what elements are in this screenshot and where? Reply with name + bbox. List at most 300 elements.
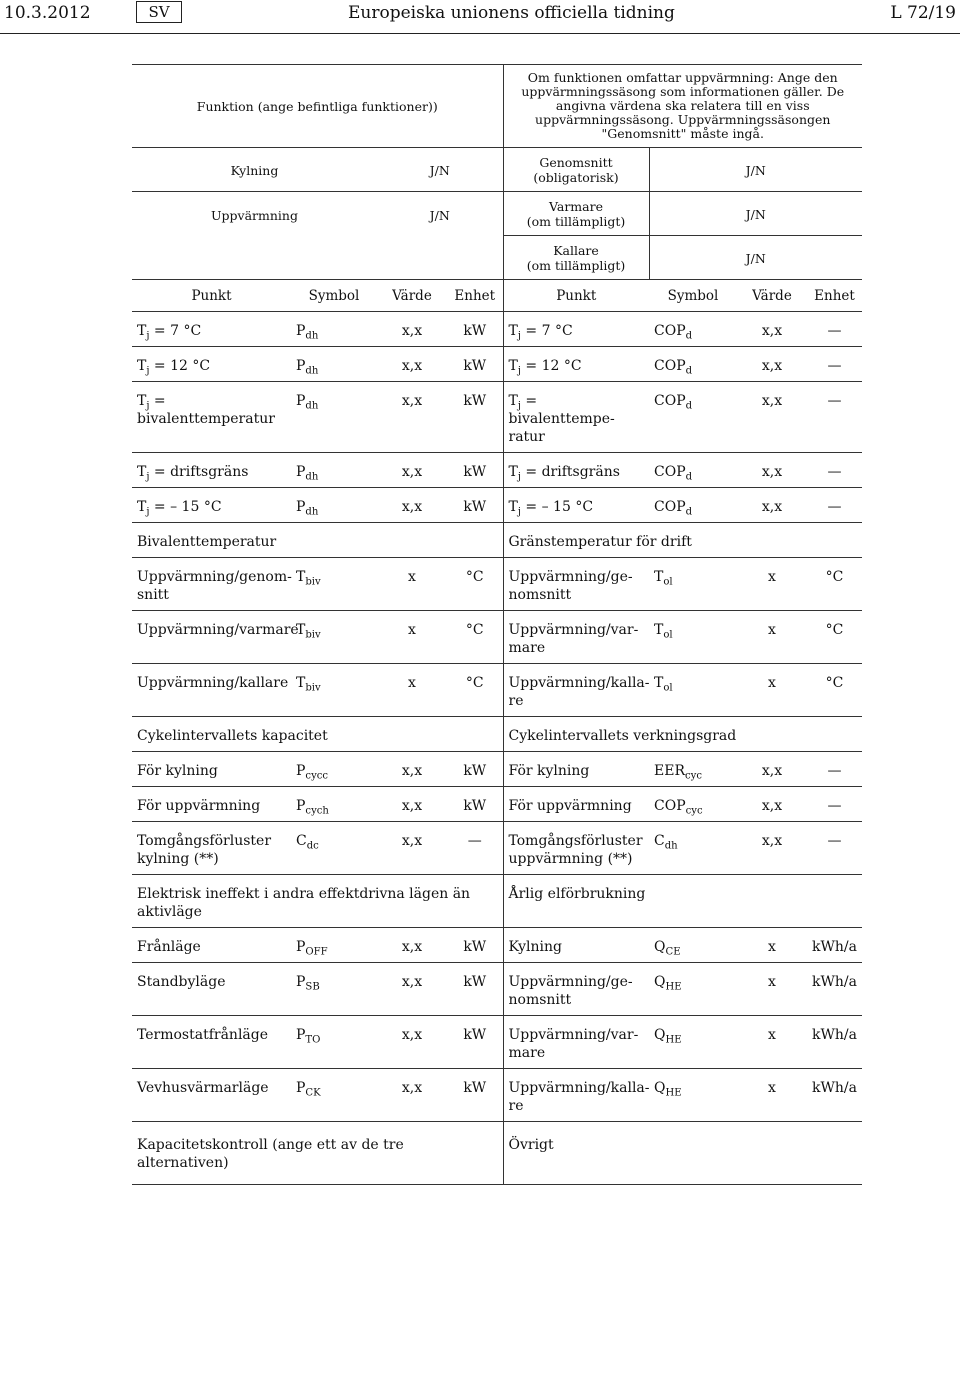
other-label: Övrigt <box>503 1122 862 1185</box>
symbol-cell <box>649 1016 737 1069</box>
symbol-subscript: HE <box>665 981 682 993</box>
point-label-text: = 12 °C <box>520 358 582 374</box>
symbol <box>296 393 319 412</box>
point-label: Uppvärmning/genomsnitt <box>508 974 633 1008</box>
point-cell <box>503 928 649 963</box>
symbol-subscript: TO <box>305 1034 321 1046</box>
column-header: Punkt <box>503 280 649 312</box>
unit-cell: kW <box>447 928 503 963</box>
point-label-subscript: j <box>517 506 521 518</box>
value-cell: x,x <box>377 787 447 822</box>
symbol-letter: P <box>296 1080 306 1096</box>
point-label <box>508 464 620 483</box>
symbol <box>654 974 682 993</box>
unit-cell: kWh/a <box>807 1069 862 1122</box>
symbol-cell <box>649 312 737 347</box>
point-label: För kylning <box>508 763 590 779</box>
capacity-control-label: Kapacitetskontroll (ange ett av de tre alternativen) <box>132 1122 503 1185</box>
heating-value: J/N <box>377 192 503 280</box>
value-cell: x,x <box>737 312 807 347</box>
section-title: Gränstemperatur för drift <box>503 523 862 558</box>
column-header: Symbol <box>291 280 377 312</box>
unit-cell: — <box>807 312 862 347</box>
value-cell: x,x <box>737 453 807 488</box>
symbol-letter: T <box>296 675 306 691</box>
symbol <box>296 358 319 377</box>
symbol-subscript: d <box>685 471 693 483</box>
symbol-letter: P <box>296 499 306 515</box>
symbol-subscript: dc <box>306 840 319 852</box>
point-cell <box>503 558 649 611</box>
value-cell: x <box>737 664 807 717</box>
point-label-letter: T <box>508 323 518 339</box>
symbol-cell <box>291 664 377 717</box>
table-row <box>132 1016 862 1069</box>
unit-cell: — <box>807 382 862 453</box>
point-cell <box>132 1016 291 1069</box>
season-cell: Genomsnitt (obligatorisk) <box>503 148 649 192</box>
unit-cell: kW <box>447 752 503 787</box>
point-cell <box>132 1069 291 1122</box>
symbol <box>654 833 678 852</box>
point-label-subscript: j <box>146 471 150 483</box>
point-label-letter: T <box>137 358 147 374</box>
language-badge: SV <box>136 1 182 23</box>
table-row <box>132 611 862 664</box>
unit-cell: kW <box>447 1069 503 1122</box>
symbol-cell <box>649 787 737 822</box>
symbol-letter: P <box>296 798 306 814</box>
symbol-letter: EER <box>654 763 685 779</box>
symbol <box>654 939 681 958</box>
symbol <box>296 569 321 588</box>
symbol-cell <box>649 963 737 1016</box>
symbol-cell <box>291 347 377 382</box>
point-cell <box>503 347 649 382</box>
point-cell <box>132 558 291 611</box>
unit-cell: — <box>807 752 862 787</box>
symbol-cell <box>649 928 737 963</box>
power-section-title-row <box>132 875 862 928</box>
symbol-cell <box>291 963 377 1016</box>
point-cell <box>503 963 649 1016</box>
value-cell: x <box>737 1069 807 1122</box>
unit-cell: kW <box>447 453 503 488</box>
unit-cell: — <box>807 453 862 488</box>
point-label <box>137 323 202 342</box>
symbol <box>654 464 693 483</box>
symbol-letter: Q <box>654 1027 666 1043</box>
symbol-subscript: cycc <box>305 770 329 782</box>
table-row <box>132 347 862 382</box>
value-cell: x <box>737 928 807 963</box>
value-cell: x,x <box>377 963 447 1016</box>
unit-cell: kW <box>447 787 503 822</box>
information-requirements-table <box>132 64 862 1185</box>
point-label: Uppvärmning/varmare <box>137 622 299 638</box>
value-cell: x,x <box>737 752 807 787</box>
point-label-subscript: j <box>517 365 521 377</box>
symbol <box>296 763 329 782</box>
symbol-subscript: ol <box>663 576 673 588</box>
symbol <box>654 569 673 588</box>
symbol-letter: T <box>654 675 664 691</box>
point-cell <box>132 963 291 1016</box>
symbol-letter: Q <box>654 974 666 990</box>
point-cell <box>503 822 649 875</box>
point-label: Uppvärmning/kallare <box>508 675 650 709</box>
symbol-cell <box>291 382 377 453</box>
point-cell <box>132 664 291 717</box>
point-label-text: = 7 °C <box>520 323 573 339</box>
column-header: Enhet <box>447 280 503 312</box>
point-label: Kylning <box>508 939 562 955</box>
symbol-cell <box>649 1069 737 1122</box>
symbol-letter: P <box>296 358 306 374</box>
table-row <box>132 963 862 1016</box>
unit-cell: kWh/a <box>807 1016 862 1069</box>
symbol-cell <box>291 312 377 347</box>
symbol-subscript: CE <box>665 946 681 958</box>
point-label <box>137 499 222 518</box>
column-header: Symbol <box>649 280 737 312</box>
table-row <box>132 822 862 875</box>
symbol-letter: T <box>654 622 664 638</box>
point-label <box>137 393 275 427</box>
point-label <box>509 393 615 445</box>
symbol-cell <box>649 664 737 717</box>
season-value: J/N <box>649 192 862 236</box>
point-label-text: = bivalenttemperatur <box>137 393 275 427</box>
table-row <box>132 312 862 347</box>
symbol-cell <box>291 787 377 822</box>
symbol <box>654 499 693 518</box>
point-cell <box>503 312 649 347</box>
point-cell <box>503 1016 649 1069</box>
function-row <box>132 65 862 148</box>
point-label-text: = – 15 °C <box>520 499 594 515</box>
symbol-subscript: dh <box>305 400 319 412</box>
point-label: Tomgångsförluster uppvärmning (**) <box>508 833 643 867</box>
value-cell: x <box>377 611 447 664</box>
symbol-cell <box>291 822 377 875</box>
point-label-letter: T <box>137 323 147 339</box>
symbol <box>654 358 693 377</box>
symbol-subscript: d <box>685 400 693 412</box>
point-label <box>137 464 249 483</box>
section-title: Cykelintervallets verkningsgrad <box>503 717 862 752</box>
point-label-letter: T <box>137 499 147 515</box>
symbol-subscript: dh <box>664 840 678 852</box>
symbol-subscript: d <box>685 506 693 518</box>
point-label: Uppvärmning/kallare <box>137 675 289 691</box>
symbol-letter: P <box>296 464 306 480</box>
value-cell: x <box>737 963 807 1016</box>
unit-cell: °C <box>447 558 503 611</box>
symbol <box>296 833 319 852</box>
value-cell: x,x <box>737 787 807 822</box>
table-row <box>132 558 862 611</box>
footer-row <box>132 1122 862 1185</box>
point-label: Uppvärmning/genomsnitt <box>137 569 292 603</box>
page-header <box>0 0 960 34</box>
point-label <box>137 358 211 377</box>
symbol-cell <box>291 1016 377 1069</box>
symbol-subscript: dh <box>305 506 319 518</box>
point-label: För uppvärmning <box>137 798 261 814</box>
point-cell <box>132 488 291 523</box>
symbol-cell <box>649 488 737 523</box>
symbol <box>654 763 702 782</box>
symbol-letter: C <box>296 833 307 849</box>
column-header: Punkt <box>132 280 291 312</box>
point-label-letter: T <box>508 499 518 515</box>
symbol-cell <box>291 488 377 523</box>
point-label-text: = 7 °C <box>149 323 202 339</box>
value-cell: x,x <box>377 928 447 963</box>
point-label-letter: T <box>508 358 518 374</box>
table-row <box>132 1069 862 1122</box>
value-cell: x <box>737 558 807 611</box>
point-cell <box>132 312 291 347</box>
point-label-subscript: j <box>146 365 150 377</box>
unit-cell: — <box>807 488 862 523</box>
symbol-subscript: biv <box>305 576 321 588</box>
symbol <box>654 622 673 641</box>
point-cell <box>503 382 649 453</box>
point-label: Standbyläge <box>137 974 226 990</box>
symbol-subscript: d <box>685 330 693 342</box>
symbol-letter: COP <box>654 464 686 480</box>
point-cell <box>503 488 649 523</box>
column-header: Värde <box>377 280 447 312</box>
unit-cell: kWh/a <box>807 963 862 1016</box>
symbol <box>296 798 329 817</box>
point-label-subscript: j <box>517 400 521 412</box>
symbol-subscript: biv <box>305 682 321 694</box>
point-label <box>508 358 582 377</box>
column-header: Enhet <box>807 280 862 312</box>
unit-cell: °C <box>447 611 503 664</box>
point-label-letter: T <box>508 464 518 480</box>
value-cell: x,x <box>377 822 447 875</box>
value-cell: x,x <box>737 488 807 523</box>
point-cell <box>503 1069 649 1122</box>
symbol-subscript: CK <box>305 1087 321 1099</box>
section-title: Elektrisk ineffekt i andra effektdrivna lägen än aktivläge <box>132 875 503 928</box>
symbol-subscript: d <box>685 365 693 377</box>
symbol-cell <box>291 928 377 963</box>
value-cell: x,x <box>377 453 447 488</box>
table-row <box>132 382 862 453</box>
symbol-subscript: dh <box>305 471 319 483</box>
point-cell <box>132 347 291 382</box>
symbol <box>654 675 673 694</box>
point-cell <box>132 822 291 875</box>
symbol-subscript: cych <box>305 805 329 817</box>
point-cell <box>132 787 291 822</box>
heating-label: Uppvärmning <box>132 192 377 280</box>
symbol <box>654 323 693 342</box>
point-label: För kylning <box>137 763 218 779</box>
unit-cell: kW <box>447 312 503 347</box>
symbol-letter: P <box>296 939 306 955</box>
symbol-subscript: cyc <box>684 770 702 782</box>
column-header: Värde <box>737 280 807 312</box>
point-cell <box>503 787 649 822</box>
section-title: Årlig elförbrukning <box>503 875 862 928</box>
value-cell: x,x <box>377 1069 447 1122</box>
point-cell <box>503 453 649 488</box>
symbol-letter: P <box>296 1027 306 1043</box>
value-cell: x <box>737 611 807 664</box>
point-label-text: = driftsgräns <box>149 464 249 480</box>
point-label-text: = driftsgräns <box>520 464 620 480</box>
cooling-value: J/N <box>377 148 503 192</box>
symbol-subscript: HE <box>665 1087 682 1099</box>
table-row <box>132 787 862 822</box>
symbol-subscript: cyc <box>685 805 703 817</box>
heating-row <box>132 192 862 236</box>
section-title: Bivalenttemperatur <box>132 523 503 558</box>
season-cell: Varmare (om tillämpligt) <box>503 192 649 236</box>
page-reference: L 72/19 <box>890 3 956 23</box>
symbol-cell <box>291 558 377 611</box>
point-label-subscript: j <box>146 330 150 342</box>
point-label-subscript: j <box>146 400 150 412</box>
symbol-letter: COP <box>654 499 686 515</box>
point-label-subscript: j <box>517 330 521 342</box>
point-cell <box>503 664 649 717</box>
value-cell: x,x <box>377 488 447 523</box>
unit-cell: °C <box>447 664 503 717</box>
symbol-letter: P <box>296 323 306 339</box>
point-cell <box>503 611 649 664</box>
value-cell: x,x <box>737 822 807 875</box>
table-row <box>132 928 862 963</box>
symbol <box>296 675 321 694</box>
unit-cell: kWh/a <box>807 928 862 963</box>
symbol <box>296 1027 321 1046</box>
value-cell: x,x <box>737 382 807 453</box>
symbol-letter: T <box>296 622 306 638</box>
symbol-subscript: dh <box>305 330 319 342</box>
unit-cell: kW <box>447 1016 503 1069</box>
point-label-text: = – 15 °C <box>149 499 222 515</box>
season-value: J/N <box>649 148 862 192</box>
symbol <box>296 464 319 483</box>
unit-cell: — <box>807 347 862 382</box>
column-header-row <box>132 280 862 312</box>
function-label: Funktion (ange befintliga funktioner)) <box>132 65 503 148</box>
bivalent-section-title-row <box>132 523 862 558</box>
symbol <box>296 939 328 958</box>
point-label <box>508 323 573 342</box>
symbol-letter: P <box>296 763 306 779</box>
point-label: Uppvärmning/varmare <box>508 1027 639 1061</box>
symbol-subscript: biv <box>305 629 321 641</box>
symbol <box>654 1080 682 1099</box>
point-label-letter: T <box>508 393 518 409</box>
cycle-section-title-row <box>132 717 862 752</box>
symbol-subscript: dh <box>305 365 319 377</box>
table-row <box>132 664 862 717</box>
point-cell <box>503 752 649 787</box>
symbol-cell <box>291 453 377 488</box>
point-cell <box>132 928 291 963</box>
point-label: Tomgångsförluster kylning (**) <box>137 833 272 867</box>
symbol-letter: P <box>296 974 306 990</box>
point-cell <box>132 611 299 664</box>
symbol-letter: T <box>654 569 664 585</box>
symbol-letter: Q <box>654 939 666 955</box>
symbol-cell <box>649 752 737 787</box>
symbol-subscript: OFF <box>305 946 328 958</box>
point-label: Vevhusvärmarläge <box>137 1080 269 1096</box>
symbol-cell <box>649 611 737 664</box>
symbol <box>296 499 319 518</box>
symbol-letter: COP <box>654 798 686 814</box>
symbol-cell <box>649 453 737 488</box>
cooling-row <box>132 148 862 192</box>
symbol <box>296 974 320 993</box>
point-label: Uppvärmning/varmare <box>508 622 639 656</box>
symbol <box>296 622 321 641</box>
value-cell: x,x <box>377 312 447 347</box>
unit-cell: °C <box>807 664 862 717</box>
point-label: Uppvärmning/kallare <box>508 1080 650 1114</box>
symbol-letter: Q <box>654 1080 666 1096</box>
symbol <box>654 798 703 817</box>
season-cell: Kallare (om tillämpligt) <box>503 236 649 280</box>
symbol-cell <box>649 347 737 382</box>
unit-cell: kW <box>447 347 503 382</box>
point-label-text: = 12 °C <box>149 358 211 374</box>
value-cell: x,x <box>737 347 807 382</box>
value-cell: x,x <box>377 752 447 787</box>
point-label-letter: T <box>137 464 147 480</box>
cooling-label: Kylning <box>132 148 377 192</box>
symbol-subscript: SB <box>305 981 320 993</box>
unit-cell: °C <box>807 611 862 664</box>
point-label: Termostatfrånläge <box>137 1027 269 1043</box>
point-label-subscript: j <box>517 471 521 483</box>
symbol <box>654 393 693 412</box>
value-cell: x,x <box>377 347 447 382</box>
symbol-letter: P <box>296 393 306 409</box>
point-label-letter: T <box>137 393 147 409</box>
symbol-subscript: ol <box>663 682 673 694</box>
symbol-letter: COP <box>654 358 686 374</box>
symbol-letter: T <box>296 569 306 585</box>
symbol-letter: C <box>654 833 665 849</box>
symbol-cell <box>649 822 737 875</box>
journal-title: Europeiska unionens officiella tidning <box>348 3 675 23</box>
symbol <box>654 1027 682 1046</box>
symbol-subscript: ol <box>663 629 673 641</box>
unit-cell: kW <box>447 382 503 453</box>
point-cell <box>132 453 291 488</box>
symbol-cell <box>649 382 737 453</box>
point-label: Frånläge <box>137 939 201 955</box>
point-label: Uppvärmning/genomsnitt <box>508 569 633 603</box>
unit-cell: — <box>447 822 503 875</box>
value-cell: x <box>377 558 447 611</box>
unit-cell: kW <box>447 963 503 1016</box>
symbol-subscript: HE <box>665 1034 682 1046</box>
table-row <box>132 453 862 488</box>
point-label-subscript: j <box>146 506 150 518</box>
